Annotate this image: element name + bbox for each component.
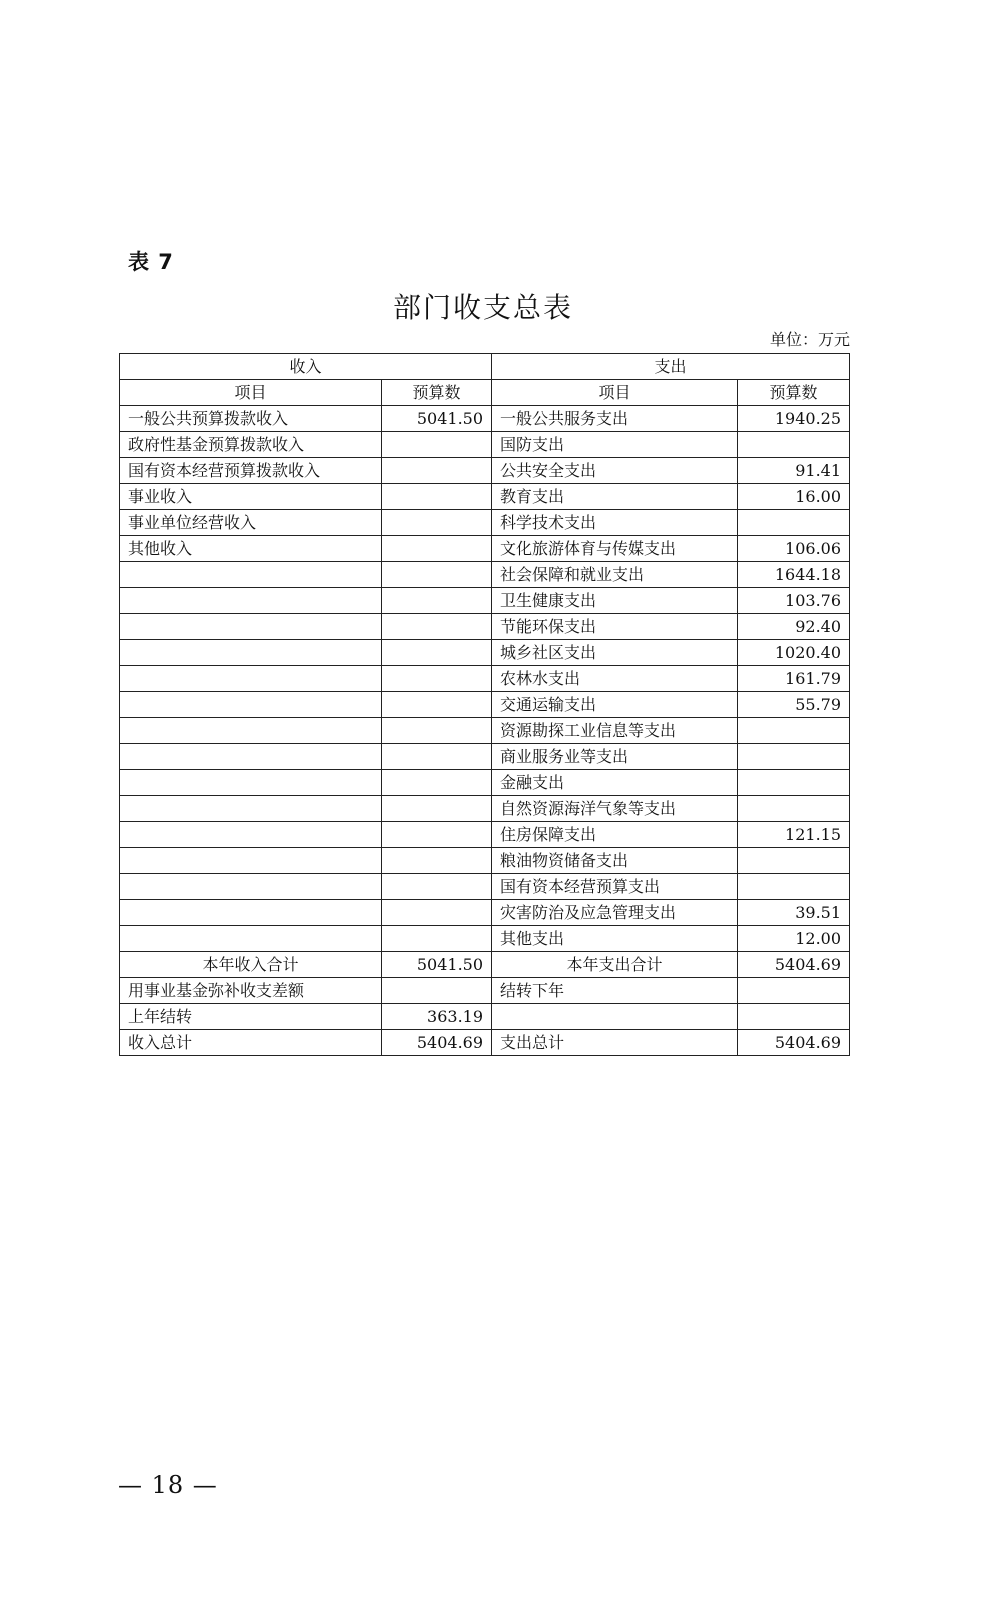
income-amount-cell bbox=[382, 484, 492, 510]
table-row bbox=[120, 822, 850, 848]
expense-item-cell: 商业服务业等支出 bbox=[492, 744, 738, 770]
table-row bbox=[120, 406, 850, 432]
income-amount-cell bbox=[382, 900, 492, 926]
expense-item-header: 项目 bbox=[492, 380, 738, 406]
income-item-cell bbox=[120, 718, 382, 744]
expense-item-cell bbox=[492, 1004, 738, 1030]
table-row bbox=[120, 770, 850, 796]
expense-item-cell: 国有资本经营预算支出 bbox=[492, 874, 738, 900]
table-row bbox=[120, 692, 850, 718]
income-amount-cell bbox=[382, 692, 492, 718]
expense-amount-cell: 5404.69 bbox=[738, 1030, 850, 1056]
expense-amount-cell bbox=[738, 744, 850, 770]
income-amount-cell bbox=[382, 536, 492, 562]
expense-amount-cell bbox=[738, 796, 850, 822]
expense-item-cell: 粮油物资储备支出 bbox=[492, 848, 738, 874]
table-row bbox=[120, 666, 850, 692]
subtotal-row bbox=[120, 952, 850, 978]
expense-amount-cell bbox=[738, 432, 850, 458]
income-item-cell bbox=[120, 640, 382, 666]
expense-group-header: 支出 bbox=[492, 354, 850, 380]
expense-item-cell: 其他支出 bbox=[492, 926, 738, 952]
expense-item-cell: 卫生健康支出 bbox=[492, 588, 738, 614]
income-item-cell: 其他收入 bbox=[120, 536, 382, 562]
expense-item-cell: 教育支出 bbox=[492, 484, 738, 510]
expense-amount-cell: 121.15 bbox=[738, 822, 850, 848]
expense-amount-cell bbox=[738, 770, 850, 796]
expense-item-cell: 科学技术支出 bbox=[492, 510, 738, 536]
income-item-cell bbox=[120, 822, 382, 848]
expense-amount-cell: 1644.18 bbox=[738, 562, 850, 588]
table-row bbox=[120, 562, 850, 588]
expense-amount-cell bbox=[738, 874, 850, 900]
expense-item-cell: 文化旅游体育与传媒支出 bbox=[492, 536, 738, 562]
table-row bbox=[120, 640, 850, 666]
income-item-cell bbox=[120, 900, 382, 926]
expense-amount-cell: 161.79 bbox=[738, 666, 850, 692]
table-row bbox=[120, 484, 850, 510]
income-amount-cell bbox=[382, 848, 492, 874]
group-header-row bbox=[120, 354, 850, 380]
table-row bbox=[120, 536, 850, 562]
expense-item-cell: 资源勘探工业信息等支出 bbox=[492, 718, 738, 744]
summary-row bbox=[120, 978, 850, 1004]
income-amount-cell bbox=[382, 718, 492, 744]
income-item-cell bbox=[120, 796, 382, 822]
table-row bbox=[120, 510, 850, 536]
column-header-row bbox=[120, 380, 850, 406]
income-item-cell bbox=[120, 744, 382, 770]
income-amount-cell bbox=[382, 744, 492, 770]
income-amount-cell bbox=[382, 510, 492, 536]
income-amount-cell bbox=[382, 640, 492, 666]
table-row bbox=[120, 432, 850, 458]
expense-amount-cell: 39.51 bbox=[738, 900, 850, 926]
income-item-cell: 上年结转 bbox=[120, 1004, 382, 1030]
expense-item-cell: 自然资源海洋气象等支出 bbox=[492, 796, 738, 822]
income-item-cell bbox=[120, 614, 382, 640]
income-amount-cell bbox=[382, 796, 492, 822]
expense-amount-cell: 12.00 bbox=[738, 926, 850, 952]
unit-note: 单位：万元 bbox=[769, 330, 850, 349]
table-row bbox=[120, 458, 850, 484]
summary-row bbox=[120, 1030, 850, 1056]
income-item-cell: 用事业基金弥补收支差额 bbox=[120, 978, 382, 1004]
expense-item-cell: 支出总计 bbox=[492, 1030, 738, 1056]
table-row bbox=[120, 718, 850, 744]
income-amount-cell bbox=[382, 458, 492, 484]
table-row bbox=[120, 926, 850, 952]
expense-item-cell: 灾害防治及应急管理支出 bbox=[492, 900, 738, 926]
income-amount-cell: 5041.50 bbox=[382, 406, 492, 432]
expense-amount-cell bbox=[738, 978, 850, 1004]
budget-table-body bbox=[120, 354, 850, 1056]
income-group-header: 收入 bbox=[120, 354, 492, 380]
table-row bbox=[120, 900, 850, 926]
income-item-cell bbox=[120, 588, 382, 614]
income-amount-cell bbox=[382, 588, 492, 614]
income-item-cell: 事业单位经营收入 bbox=[120, 510, 382, 536]
income-item-cell bbox=[120, 926, 382, 952]
table-row bbox=[120, 744, 850, 770]
expense-amount-cell: 91.41 bbox=[738, 458, 850, 484]
expense-amount-header: 预算数 bbox=[738, 380, 850, 406]
income-item-cell bbox=[120, 562, 382, 588]
income-amount-cell bbox=[382, 614, 492, 640]
expense-amount-cell: 106.06 bbox=[738, 536, 850, 562]
income-item-cell: 事业收入 bbox=[120, 484, 382, 510]
income-item-cell: 国有资本经营预算拨款收入 bbox=[120, 458, 382, 484]
income-item-cell: 本年收入合计 bbox=[120, 952, 382, 978]
expense-item-cell: 结转下年 bbox=[492, 978, 738, 1004]
income-item-cell bbox=[120, 874, 382, 900]
budget-table bbox=[119, 353, 850, 1056]
expense-amount-cell: 5404.69 bbox=[738, 952, 850, 978]
income-amount-cell bbox=[382, 432, 492, 458]
expense-amount-cell bbox=[738, 510, 850, 536]
table-row bbox=[120, 796, 850, 822]
expense-item-cell: 节能环保支出 bbox=[492, 614, 738, 640]
income-amount-cell bbox=[382, 562, 492, 588]
expense-amount-cell: 103.76 bbox=[738, 588, 850, 614]
income-item-header: 项目 bbox=[120, 380, 382, 406]
expense-amount-cell: 1940.25 bbox=[738, 406, 850, 432]
expense-item-cell: 住房保障支出 bbox=[492, 822, 738, 848]
income-amount-cell bbox=[382, 926, 492, 952]
income-amount-cell bbox=[382, 874, 492, 900]
expense-item-cell: 金融支出 bbox=[492, 770, 738, 796]
expense-amount-cell bbox=[738, 848, 850, 874]
income-amount-cell bbox=[382, 822, 492, 848]
expense-item-cell: 本年支出合计 bbox=[492, 952, 738, 978]
expense-item-cell: 国防支出 bbox=[492, 432, 738, 458]
expense-amount-cell bbox=[738, 718, 850, 744]
income-amount-cell bbox=[382, 978, 492, 1004]
income-item-cell: 政府性基金预算拨款收入 bbox=[120, 432, 382, 458]
table-row bbox=[120, 614, 850, 640]
income-item-cell bbox=[120, 692, 382, 718]
expense-item-cell: 城乡社区支出 bbox=[492, 640, 738, 666]
summary-row bbox=[120, 1004, 850, 1030]
income-item-cell bbox=[120, 848, 382, 874]
table-row bbox=[120, 874, 850, 900]
expense-item-cell: 公共安全支出 bbox=[492, 458, 738, 484]
expense-amount-cell: 1020.40 bbox=[738, 640, 850, 666]
income-item-cell: 一般公共预算拨款收入 bbox=[120, 406, 382, 432]
expense-amount-cell: 55.79 bbox=[738, 692, 850, 718]
expense-amount-cell: 92.40 bbox=[738, 614, 850, 640]
expense-amount-cell: 16.00 bbox=[738, 484, 850, 510]
expense-amount-cell bbox=[738, 1004, 850, 1030]
table-row bbox=[120, 848, 850, 874]
table-label: 表 7 bbox=[128, 250, 174, 274]
income-item-cell: 收入总计 bbox=[120, 1030, 382, 1056]
table-row bbox=[120, 588, 850, 614]
income-item-cell bbox=[120, 770, 382, 796]
income-amount-cell bbox=[382, 770, 492, 796]
page-title: 部门收支总表 bbox=[392, 291, 573, 324]
expense-item-cell: 农林水支出 bbox=[492, 666, 738, 692]
expense-item-cell: 交通运输支出 bbox=[492, 692, 738, 718]
income-amount-cell: 5041.50 bbox=[382, 952, 492, 978]
expense-item-cell: 社会保障和就业支出 bbox=[492, 562, 738, 588]
income-amount-cell: 5404.69 bbox=[382, 1030, 492, 1056]
income-amount-cell: 363.19 bbox=[382, 1004, 492, 1030]
expense-item-cell: 一般公共服务支出 bbox=[492, 406, 738, 432]
income-item-cell bbox=[120, 666, 382, 692]
page-number: — 18 — bbox=[118, 1471, 218, 1499]
income-amount-cell bbox=[382, 666, 492, 692]
income-amount-header: 预算数 bbox=[382, 380, 492, 406]
